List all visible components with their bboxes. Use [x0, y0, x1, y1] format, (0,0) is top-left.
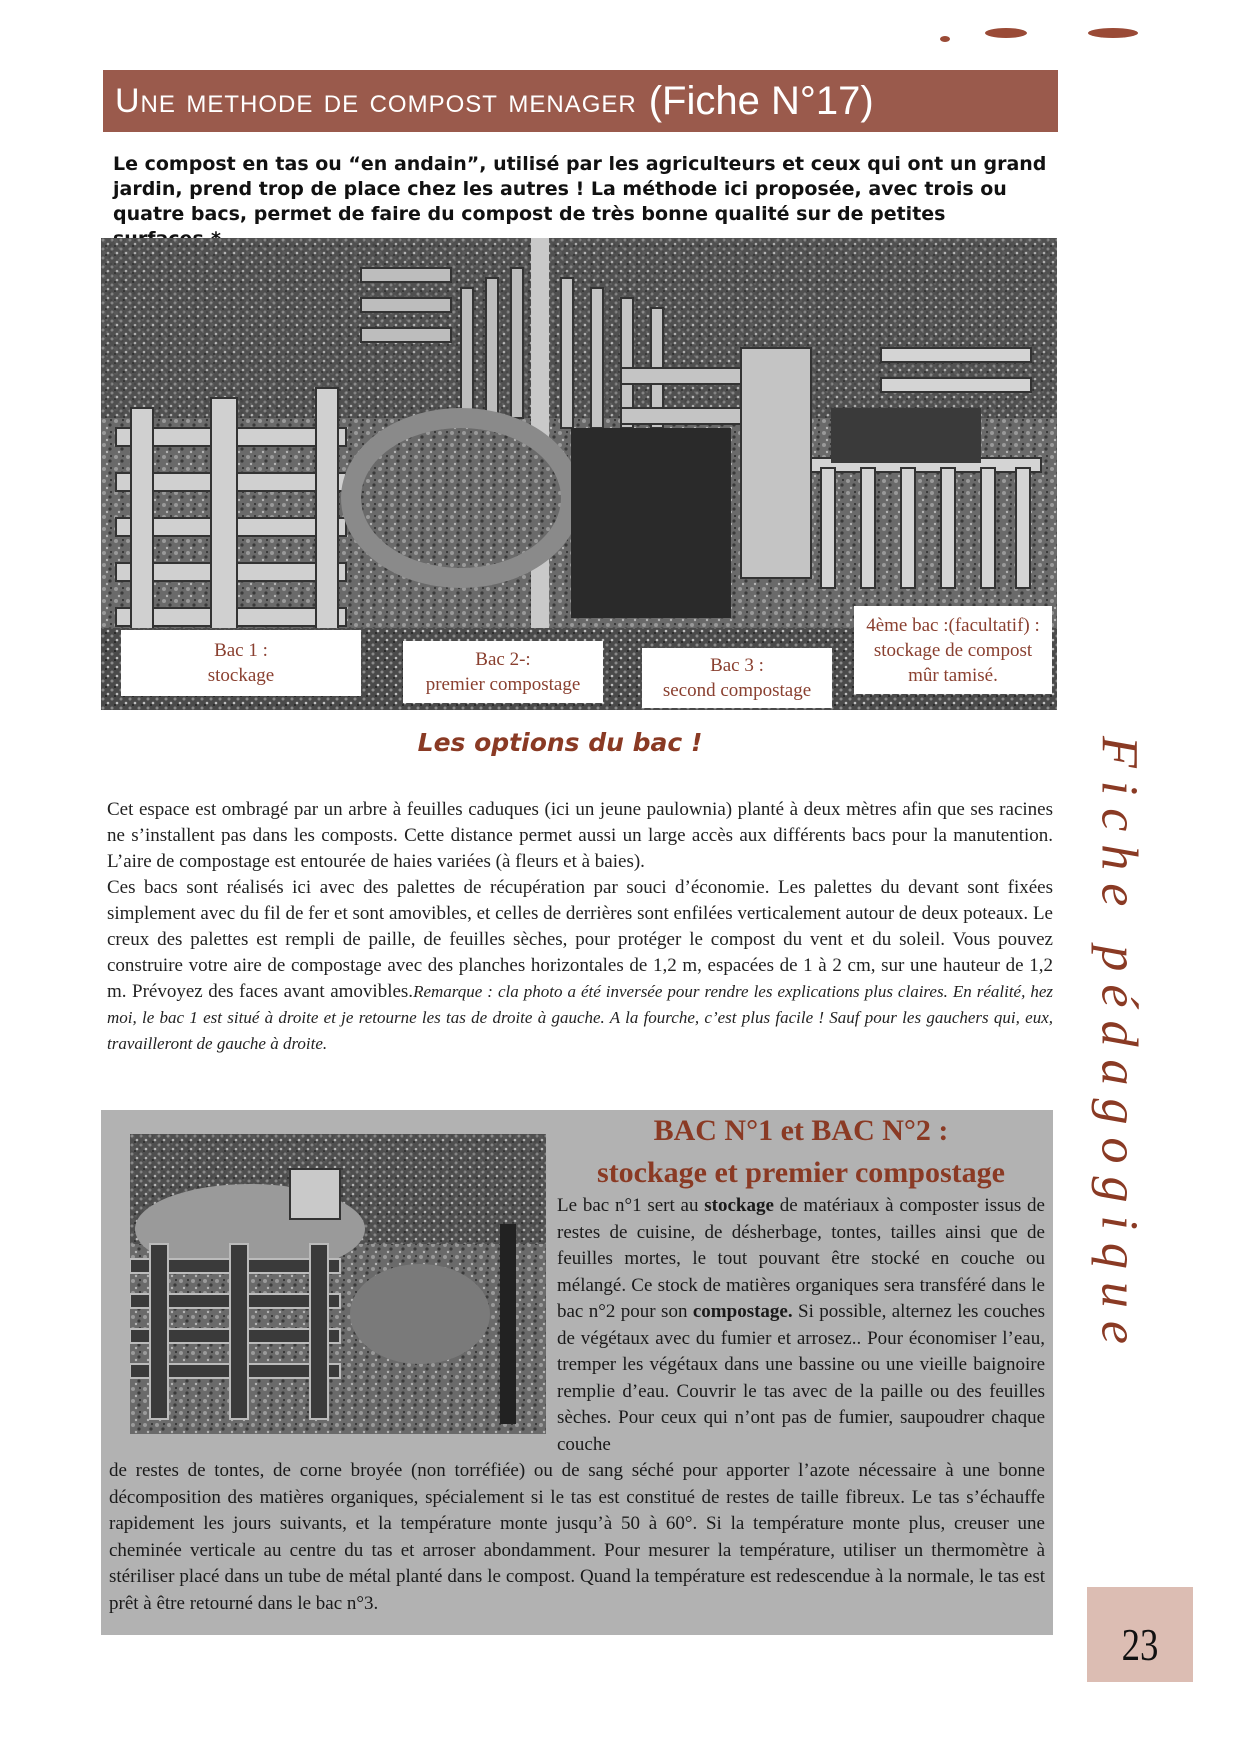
compost-bins-photo: [101, 238, 1057, 710]
page-title: Une methode de compost menager: [115, 81, 637, 120]
bac-section-text-full: de restes de tontes, de corne broyée (non torréfiée) ou de sang séché pour apporter l’azote nécessaire à une bonne décomposition des matières organiques, spécialement si le tas est constitué de restes de taille fibreux. Le tas s’échauffe rapidement les jours suivants, et la température monte jusqu’à 50 à 60°. Si la température monte plus, creuser une cheminée verticale au centre du tas et arroser abondamment. Pour mesurer la température, utiliser un thermomètre à stériliser placé dans un tube de métal planté dans le compost. Quand la température est redescendue à la normale, le tas est prêt à être retourné dans le bac n°3.: [109, 1460, 1045, 1614]
decorative-stroke: [985, 28, 1027, 38]
bac3-label: Bac 3 : second compostage: [642, 648, 832, 708]
bac-section-text-right: Le bac n°1 sert au stockage de matériaux à composter issus de restes de cuisine, de désherbage, tontes, tailles ainsi que de feuilles mortes, le tout pouvant être stocké en couche ou mélangé. Ce stock de matières organiques sera transféré dans le bac n°2 pour son compostage. Si possible, alternez les couches de végétaux avec du fumier et arrosez.. Pour économiser l’eau, tremper les végétaux dans une bassine ou une vieille baignoire remplie d’eau. Couvrir le tas avec de la paille ou des feuilles sèches. Pour ceux qui n’ont pas de fumier, saupoudrer chaque couche: [557, 1195, 1046, 1455]
options-paragraph-2: Ces bacs sont réalisés ici avec des palettes de récupération par souci d’économie. Les palettes du devant sont fixées simplement avec du fil de fer et sont amovibles, et celles de derrières sont enfilées verticalement autour de deux poteaux. Le creux des palettes est rempli de paille, de feuilles sèches, pour protéger le compost du vent et du soleil. Vous pouvez construire votre aire de compostage avec des planches horizontales de 1,2 m, espacées de 1 à 2 cm, sur une hauteur de 1,2 m. Prévoyez des faces avant amovibles.Remarque : cla photo a été inversée pour rendre les explications plus claires. En réalité, hez moi, le bac 1 est situé à droite et je retourne les tas de droite à gauche. A la fourche, c’est plus facile ! Sauf pour les gauchers qui, eux, travailleront de gauche à droite.: [107, 877, 1053, 1053]
options-paragraph-1: Cet espace est ombragé par un arbre à feuilles caduques (ici un jeune paulownia) planté à deux mètres afin que ses racines ne s’installent pas dans les composts. Cette distance permet aussi un large accès aux différents bacs pour la manutention. L’aire de compostage est entourée de haies variées (à fleurs et à baies).: [107, 799, 1053, 872]
sidebar-vertical-title: Fiche pédagogique: [1090, 736, 1148, 1357]
decorative-stroke: [940, 36, 950, 42]
bac-section-heading: BAC N°1 et BAC N°2 : stockage et premier compostage: [597, 1114, 1005, 1189]
options-title: Les options du bac !: [417, 728, 703, 757]
bac1-photo: [130, 1134, 546, 1434]
page-title-bar: [103, 70, 1058, 132]
bac1-illustration: [130, 1134, 546, 1434]
remark-text: Remarque : cla photo a été inversée pour rendre les explications plus claires. En réalité, hez moi, le bac 1 est situé à droite et je retourne les tas de droite à gauche. A la fourche, c’est plus facile ! Sauf pour les gauchers qui, eux, travailleront de gauche à droite.: [107, 982, 1053, 1053]
bac2-label: Bac 2-: premier compostage: [403, 641, 603, 703]
fiche-number: (Fiche N°17): [648, 78, 874, 123]
bac4-label: 4ème bac :(facultatif) : stockage de compost mûr tamisé.: [854, 606, 1052, 694]
options-body: [107, 797, 1053, 1057]
decorative-stroke: [1088, 28, 1138, 38]
intro-paragraph: Le compost en tas ou “en andain”, utilisé par les agriculteurs et ceux qui ont un grand jardin, prend trop de place chez les autres ! La méthode ici proposée, avec trois ou quatre bacs, permet de faire du compost de très bonne qualité sur de petites: [113, 153, 1047, 225]
bac1-label: Bac 1 : stockage: [121, 630, 361, 696]
page-number-box: [1087, 1587, 1193, 1682]
page-number: 23: [1121, 1619, 1159, 1670]
